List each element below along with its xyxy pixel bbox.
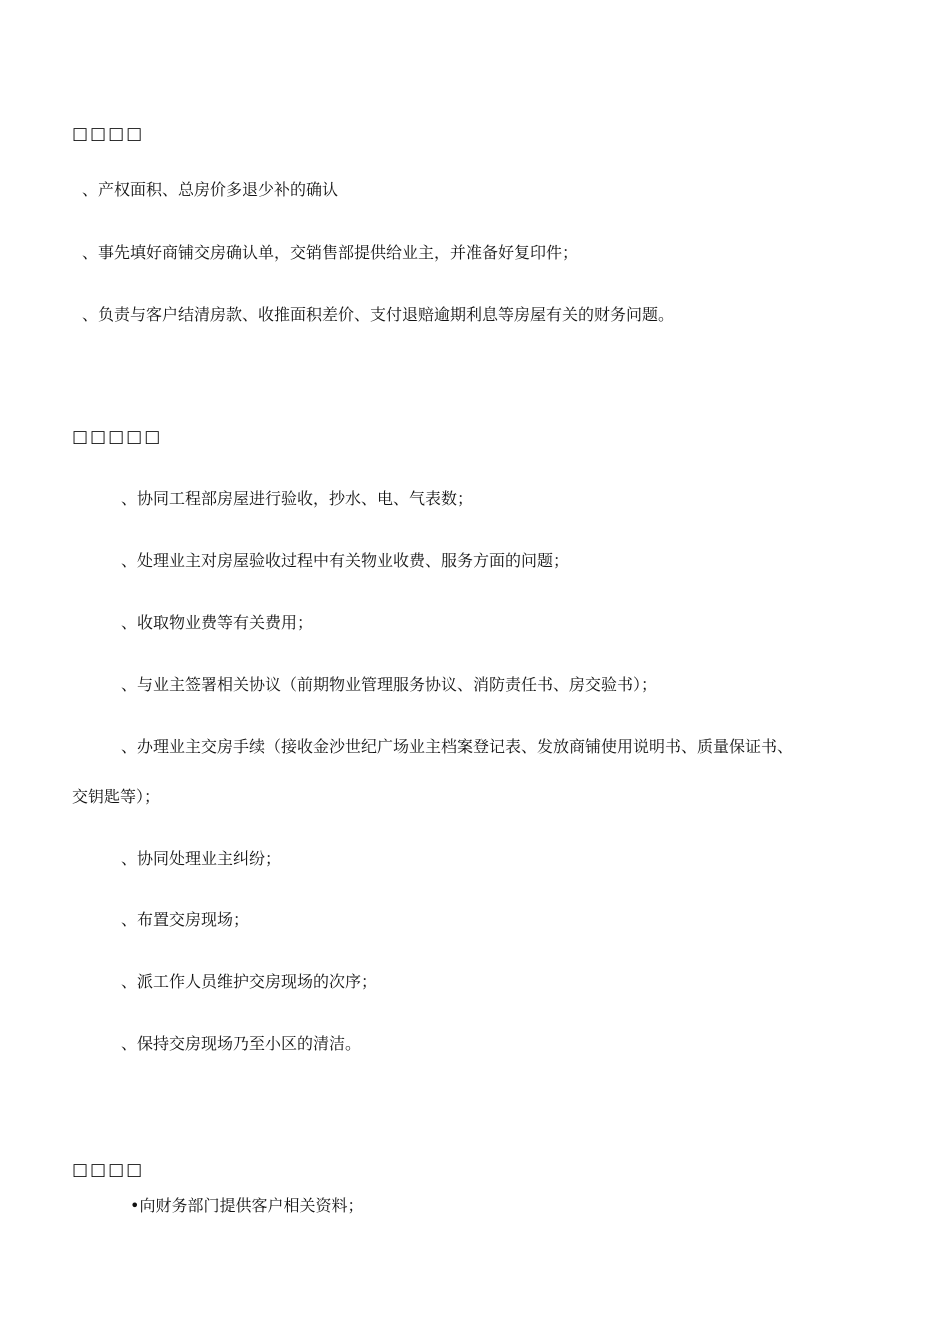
list-item: [130, 1196, 363, 1216]
list-item: 、协同工程部房屋进行验收，抄水、电、气表数；: [121, 489, 474, 508]
list-item: 、产权面积、总房价多退少补的确认: [82, 180, 339, 199]
list-item: 、协同处理业主纠纷；: [121, 849, 282, 868]
list-item: 、收取物业费等有关费用；: [121, 613, 314, 632]
list-item: 、布置交房现场；: [121, 910, 250, 929]
list-item: 、与业主签署相关协议（前期物业管理服务协议、消防责任书、房交验书）；: [121, 675, 658, 694]
list-item-text: 向财务部门提供客户相关资料；: [139, 1196, 364, 1215]
section-heading: □□□□: [72, 1160, 145, 1180]
bullet-icon: •: [130, 1196, 140, 1215]
list-item: 、派工作人员维护交房现场的次序；: [121, 972, 378, 991]
list-item: 、办理业主交房手续（接收金沙世纪广场业主档案登记表、发放商铺使用说明书、质量保证书、: [121, 737, 794, 756]
section-heading: □□□□□: [72, 427, 163, 447]
list-item-continuation: 交钥匙等）；: [72, 787, 161, 806]
list-item: 、负责与客户结清房款、收推面积差价、支付退赔逾期利息等房屋有关的财务问题。: [82, 305, 675, 324]
list-item: 、保持交房现场乃至小区的清洁。: [121, 1034, 362, 1053]
list-item: 、事先填好商铺交房确认单，交销售部提供给业主，并准备好复印件；: [82, 243, 579, 262]
list-item: 、处理业主对房屋验收过程中有关物业收费、服务方面的问题；: [121, 551, 570, 570]
section-heading: □□□□: [72, 124, 145, 144]
